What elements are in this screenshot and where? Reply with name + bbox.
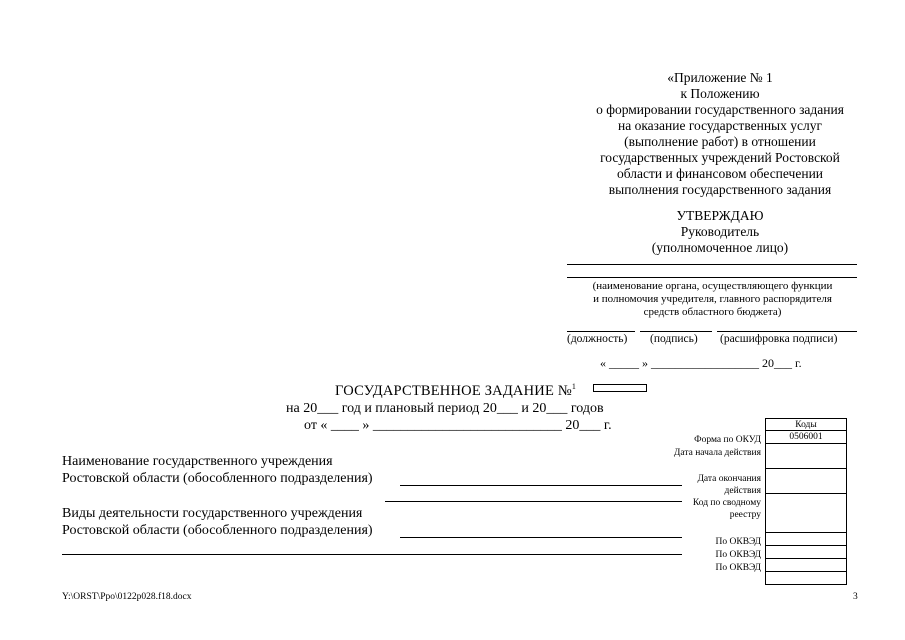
- appendix-line: (выполнение работ) в отношении: [624, 134, 816, 149]
- file-path: Y:\ORST\Ppo\0122p028.f18.docx: [62, 592, 192, 602]
- institution-fill-line-2[interactable]: [385, 501, 682, 502]
- appendix-line: на оказание государственных услуг: [617, 118, 823, 133]
- okved-cell-1[interactable]: [766, 533, 847, 546]
- okud-label: Форма по ОКУД: [694, 435, 761, 445]
- task-from-line: от « ____ » ___________________________ 20___ г.: [304, 418, 612, 433]
- institution-label-2: Ростовской области (обособленного подразделения): [62, 471, 373, 486]
- activity-fill-line-2[interactable]: [62, 554, 682, 555]
- organ-note-line: средств областного бюджета): [643, 306, 782, 318]
- registry-cell[interactable]: [766, 494, 847, 533]
- activity-fill-line[interactable]: [400, 537, 682, 538]
- activity-label-2: Ростовской области (обособленного подразделения): [62, 523, 373, 538]
- sign-line: [640, 331, 712, 332]
- extra-cell[interactable]: [766, 572, 847, 585]
- approve-role-note: (уполномоченное лицо): [651, 240, 789, 255]
- start-date-cell[interactable]: [766, 444, 847, 469]
- decode-label: (расшифровка подписи): [720, 333, 838, 345]
- organ-name-line: [567, 277, 857, 278]
- task-footnote: 1: [571, 382, 577, 391]
- appendix-line: к Положению: [680, 86, 760, 101]
- appendix-line: «Приложение № 1: [667, 70, 773, 85]
- organ-note-line: (наименование органа, осуществляющего функции: [592, 280, 833, 292]
- approver-name-line: [567, 264, 857, 265]
- position-label: (должность): [567, 333, 628, 345]
- okved-cell-3[interactable]: [766, 559, 847, 572]
- activity-label-1: Виды деятельности государственного учреждения: [62, 506, 363, 521]
- approve-heading: УТВЕРЖДАЮ: [676, 208, 764, 223]
- start-date-label: Дата начала действия: [673, 448, 761, 458]
- appendix-line: государственных учреждений Ростовской: [600, 150, 840, 165]
- okved-label-3: По ОКВЭД: [715, 563, 761, 573]
- approve-role: Руководитель: [680, 224, 760, 239]
- appendix-header: [565, 70, 875, 198]
- appendix-line: о формировании государственного задания: [596, 102, 844, 117]
- okud-code-cell[interactable]: 0506001: [766, 431, 847, 444]
- institution-label-1: Наименование государственного учреждения: [62, 454, 333, 469]
- codes-header: Коды: [766, 419, 847, 431]
- approval-block: [565, 208, 875, 256]
- end-date-cell[interactable]: [766, 469, 847, 494]
- task-title: [335, 382, 576, 400]
- okved-label-2: По ОКВЭД: [715, 550, 761, 560]
- registry-label: Код по сводному реестру: [692, 498, 761, 520]
- appendix-line: области и финансовом обеспечении: [616, 166, 824, 181]
- page-number: 3: [853, 592, 858, 602]
- decode-line: [717, 331, 857, 332]
- codes-table: [765, 418, 847, 585]
- okved-cell-2[interactable]: [766, 546, 847, 559]
- approve-date: « _____ » __________________ 20___ г.: [600, 356, 802, 370]
- sign-label: (подпись): [650, 333, 698, 345]
- okved-label-1: По ОКВЭД: [715, 537, 761, 547]
- organ-note-line: и полномочия учредителя, главного распорядителя: [593, 293, 832, 305]
- appendix-line: выполнения государственного задания: [608, 182, 832, 197]
- position-line: [567, 331, 635, 332]
- task-title-text: ГОСУДАРСТВЕННОЕ ЗАДАНИЕ №: [335, 382, 572, 399]
- task-year-line: на 20___ год и плановый период 20___ и 20___ годов: [286, 401, 604, 416]
- end-date-label: Дата окончания действия: [697, 474, 761, 496]
- institution-fill-line[interactable]: [400, 485, 682, 486]
- organ-note: [565, 280, 860, 319]
- task-number-box[interactable]: [593, 384, 647, 392]
